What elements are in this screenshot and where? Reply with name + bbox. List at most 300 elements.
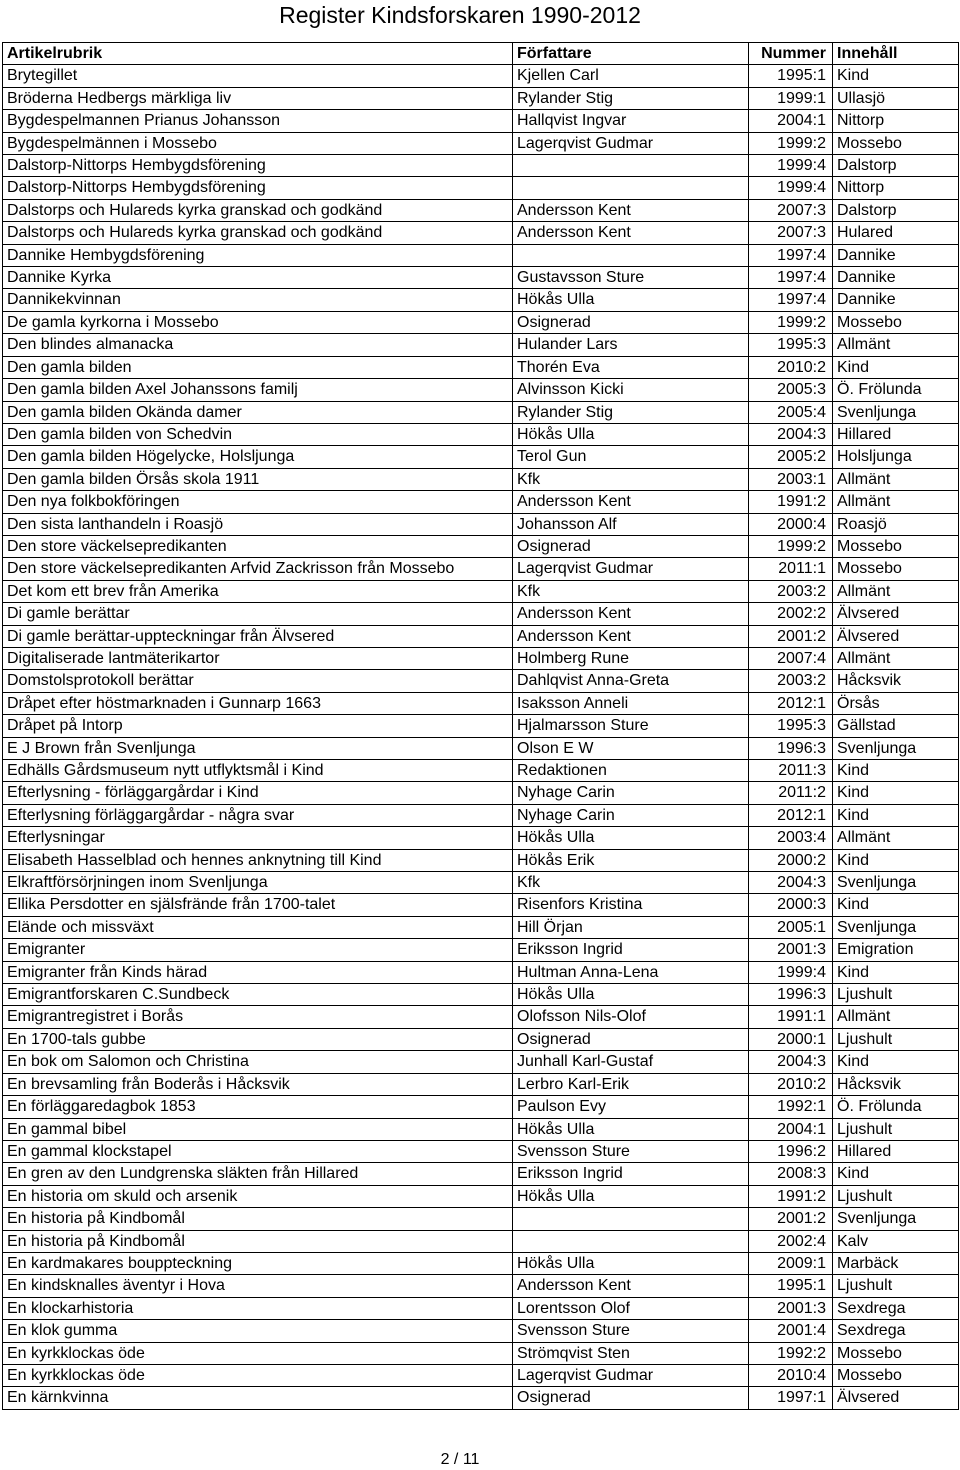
cell-innehall: Svenljunga: [833, 737, 959, 759]
cell-innehall: Mossebo: [833, 1342, 959, 1364]
cell-nummer: 2000:3: [749, 894, 833, 916]
cell-forfattare: Osignerad: [513, 311, 749, 333]
cell-forfattare: Osignerad: [513, 1387, 749, 1409]
table-row: [3, 558, 959, 580]
cell-artikelrubrik: Emigrantforskaren C.Sundbeck: [3, 984, 513, 1006]
cell-innehall: Älvsered: [833, 603, 959, 625]
cell-forfattare: Hulander Lars: [513, 334, 749, 356]
table-row: [3, 737, 959, 759]
cell-innehall: Allmänt: [833, 827, 959, 849]
cell-artikelrubrik: Dalstorps och Hulareds kyrka granskad och godkänd: [3, 222, 513, 244]
table-row: [3, 65, 959, 87]
table-row: [3, 1297, 959, 1319]
cell-artikelrubrik: Elkraftförsörjningen inom Svenljunga: [3, 872, 513, 894]
cell-forfattare: Andersson Kent: [513, 199, 749, 221]
cell-nummer: 2005:1: [749, 916, 833, 938]
cell-forfattare: Redaktionen: [513, 760, 749, 782]
cell-artikelrubrik: Den gamla bilden Axel Johanssons familj: [3, 379, 513, 401]
cell-forfattare: Thorén Eva: [513, 356, 749, 378]
cell-nummer: 2000:2: [749, 849, 833, 871]
header-forfattare: Författare: [513, 43, 749, 65]
cell-nummer: 2007:3: [749, 222, 833, 244]
cell-innehall: Sexdrega: [833, 1320, 959, 1342]
cell-nummer: 2000:1: [749, 1028, 833, 1050]
cell-innehall: Mossebo: [833, 132, 959, 154]
cell-innehall: Hillared: [833, 1140, 959, 1162]
cell-nummer: 1995:3: [749, 334, 833, 356]
table-row: [3, 894, 959, 916]
cell-forfattare: Andersson Kent: [513, 1275, 749, 1297]
cell-forfattare: Holmberg Rune: [513, 647, 749, 669]
cell-innehall: Älvsered: [833, 625, 959, 647]
cell-nummer: 2001:2: [749, 1208, 833, 1230]
cell-nummer: 1997:4: [749, 267, 833, 289]
cell-nummer: 2010:2: [749, 1073, 833, 1095]
cell-artikelrubrik: Emigranter från Kinds härad: [3, 961, 513, 983]
table-row: [3, 872, 959, 894]
page-title: Register Kindsforskaren 1990-2012: [279, 2, 641, 28]
cell-innehall: Ö. Frölunda: [833, 379, 959, 401]
cell-artikelrubrik: Bygdespelmannen Prianus Johansson: [3, 110, 513, 132]
cell-innehall: Kind: [833, 894, 959, 916]
cell-innehall: Älvsered: [833, 1387, 959, 1409]
header-artikelrubrik: Artikelrubrik: [3, 43, 513, 65]
cell-nummer: 1995:3: [749, 715, 833, 737]
cell-forfattare: Dahlqvist Anna-Greta: [513, 670, 749, 692]
cell-artikelrubrik: Ellika Persdotter en själsfrände från 1700-talet: [3, 894, 513, 916]
cell-artikelrubrik: Dalstorp-Nittorps Hembygdsförening: [3, 155, 513, 177]
table-row: [3, 782, 959, 804]
table-row: [3, 311, 959, 333]
table-row: [3, 513, 959, 535]
cell-artikelrubrik: Brytegillet: [3, 65, 513, 87]
cell-nummer: 2010:4: [749, 1364, 833, 1386]
table-row: [3, 603, 959, 625]
cell-nummer: 2004:1: [749, 110, 833, 132]
cell-innehall: Allmänt: [833, 491, 959, 513]
cell-artikelrubrik: Dannike Hembygdsförening: [3, 244, 513, 266]
cell-nummer: 2011:3: [749, 760, 833, 782]
table-row: [3, 1028, 959, 1050]
table-row: [3, 1006, 959, 1028]
cell-innehall: Kind: [833, 356, 959, 378]
cell-nummer: 1996:3: [749, 737, 833, 759]
cell-artikelrubrik: En historia på Kindbomål: [3, 1230, 513, 1252]
table-row: [3, 1051, 959, 1073]
page-number: 2 / 11: [440, 1451, 480, 1468]
cell-artikelrubrik: Den gamla bilden von Schedvin: [3, 423, 513, 445]
cell-forfattare: Hill Örjan: [513, 916, 749, 938]
cell-innehall: Emigration: [833, 939, 959, 961]
cell-forfattare: Strömqvist Sten: [513, 1342, 749, 1364]
cell-nummer: 2011:2: [749, 782, 833, 804]
cell-innehall: Ljushult: [833, 984, 959, 1006]
table-row: [3, 984, 959, 1006]
table-row: [3, 715, 959, 737]
cell-forfattare: Alvinsson Kicki: [513, 379, 749, 401]
cell-forfattare: Osignerad: [513, 535, 749, 557]
cell-artikelrubrik: Dalstorps och Hulareds kyrka granskad och godkänd: [3, 199, 513, 221]
table-row: [3, 222, 959, 244]
cell-nummer: 2003:4: [749, 827, 833, 849]
cell-nummer: 2007:4: [749, 647, 833, 669]
cell-nummer: 2004:3: [749, 872, 833, 894]
table-row: [3, 1073, 959, 1095]
cell-innehall: Dalstorp: [833, 199, 959, 221]
header-nummer: Nummer: [749, 43, 833, 65]
cell-innehall: Mossebo: [833, 558, 959, 580]
cell-nummer: 2011:1: [749, 558, 833, 580]
cell-artikelrubrik: En kyrkklockas öde: [3, 1364, 513, 1386]
cell-innehall: Sexdrega: [833, 1297, 959, 1319]
cell-artikelrubrik: Det kom ett brev från Amerika: [3, 580, 513, 602]
table-row: [3, 289, 959, 311]
cell-forfattare: [513, 1230, 749, 1252]
cell-innehall: Örsås: [833, 692, 959, 714]
cell-artikelrubrik: En bok om Salomon och Christina: [3, 1051, 513, 1073]
cell-innehall: Ljushult: [833, 1275, 959, 1297]
cell-forfattare: Eriksson Ingrid: [513, 939, 749, 961]
cell-artikelrubrik: Den gamla bilden Okända damer: [3, 401, 513, 423]
cell-innehall: Hulared: [833, 222, 959, 244]
cell-forfattare: Lorentsson Olof: [513, 1297, 749, 1319]
cell-nummer: 2003:2: [749, 670, 833, 692]
cell-forfattare: Lagerqvist Gudmar: [513, 558, 749, 580]
cell-artikelrubrik: Den store väckelsepredikanten: [3, 535, 513, 557]
table-row: [3, 1320, 959, 1342]
cell-nummer: 1999:4: [749, 961, 833, 983]
cell-nummer: 1991:2: [749, 491, 833, 513]
cell-nummer: 2002:4: [749, 1230, 833, 1252]
cell-innehall: Ljushult: [833, 1185, 959, 1207]
table-row: [3, 446, 959, 468]
cell-innehall: Roasjö: [833, 513, 959, 535]
cell-artikelrubrik: Den nya folkbokföringen: [3, 491, 513, 513]
cell-forfattare: Kfk: [513, 468, 749, 490]
cell-nummer: 2004:1: [749, 1118, 833, 1140]
table-row: [3, 1118, 959, 1140]
cell-innehall: Mossebo: [833, 535, 959, 557]
cell-artikelrubrik: Edhälls Gårdsmuseum nytt utflyktsmål i Kind: [3, 760, 513, 782]
cell-nummer: 2009:1: [749, 1252, 833, 1274]
table-row: [3, 1364, 959, 1386]
table-row: [3, 916, 959, 938]
cell-forfattare: Risenfors Kristina: [513, 894, 749, 916]
cell-artikelrubrik: De gamla kyrkorna i Mossebo: [3, 311, 513, 333]
table-row: [3, 692, 959, 714]
cell-artikelrubrik: En kyrkklockas öde: [3, 1342, 513, 1364]
table-row: [3, 804, 959, 826]
table-row: [3, 401, 959, 423]
cell-forfattare: Olofsson Nils-Olof: [513, 1006, 749, 1028]
cell-innehall: Kind: [833, 782, 959, 804]
cell-forfattare: Svensson Sture: [513, 1140, 749, 1162]
cell-forfattare: Andersson Kent: [513, 625, 749, 647]
cell-nummer: 1999:2: [749, 311, 833, 333]
cell-innehall: Dannike: [833, 244, 959, 266]
cell-forfattare: [513, 244, 749, 266]
cell-innehall: Svenljunga: [833, 872, 959, 894]
cell-forfattare: Kfk: [513, 872, 749, 894]
table-row: [3, 1230, 959, 1252]
cell-innehall: Kind: [833, 65, 959, 87]
cell-forfattare: [513, 1208, 749, 1230]
cell-forfattare: [513, 177, 749, 199]
cell-innehall: Ö. Frölunda: [833, 1096, 959, 1118]
cell-artikelrubrik: Bröderna Hedbergs märkliga liv: [3, 87, 513, 109]
cell-artikelrubrik: Di gamle berättar-uppteckningar från Älvsered: [3, 625, 513, 647]
cell-nummer: 1991:2: [749, 1185, 833, 1207]
cell-nummer: 2005:2: [749, 446, 833, 468]
cell-nummer: 2008:3: [749, 1163, 833, 1185]
cell-artikelrubrik: Bygdespelmännen i Mossebo: [3, 132, 513, 154]
cell-artikelrubrik: Emigrantregistret i Borås: [3, 1006, 513, 1028]
cell-artikelrubrik: En förläggaredagbok 1853: [3, 1096, 513, 1118]
table-row: [3, 670, 959, 692]
cell-artikelrubrik: Den blindes almanacka: [3, 334, 513, 356]
cell-forfattare: Osignerad: [513, 1028, 749, 1050]
cell-forfattare: Svensson Sture: [513, 1320, 749, 1342]
cell-artikelrubrik: En brevsamling från Boderås i Håcksvik: [3, 1073, 513, 1095]
cell-innehall: Svenljunga: [833, 401, 959, 423]
cell-forfattare: Lerbro Karl-Erik: [513, 1073, 749, 1095]
cell-artikelrubrik: En gren av den Lundgrenska släkten från Hillared: [3, 1163, 513, 1185]
cell-nummer: 1999:2: [749, 535, 833, 557]
cell-forfattare: Hökås Ulla: [513, 984, 749, 1006]
table-row: [3, 580, 959, 602]
header-innehall: Innehåll: [833, 43, 959, 65]
cell-innehall: Mossebo: [833, 311, 959, 333]
table-row: [3, 760, 959, 782]
cell-forfattare: Isaksson Anneli: [513, 692, 749, 714]
cell-innehall: Marbäck: [833, 1252, 959, 1274]
cell-nummer: 2004:3: [749, 423, 833, 445]
cell-artikelrubrik: Di gamle berättar: [3, 603, 513, 625]
cell-innehall: Kind: [833, 760, 959, 782]
register-table: [2, 42, 959, 1410]
cell-artikelrubrik: En historia på Kindbomål: [3, 1208, 513, 1230]
table-row: [3, 267, 959, 289]
cell-innehall: Kind: [833, 804, 959, 826]
cell-forfattare: Andersson Kent: [513, 222, 749, 244]
cell-artikelrubrik: Den gamla bilden Högelycke, Holsljunga: [3, 446, 513, 468]
cell-innehall: Kind: [833, 961, 959, 983]
cell-innehall: Svenljunga: [833, 916, 959, 938]
cell-forfattare: Gustavsson Sture: [513, 267, 749, 289]
cell-innehall: Hillared: [833, 423, 959, 445]
cell-innehall: Kalv: [833, 1230, 959, 1252]
cell-nummer: 1999:1: [749, 87, 833, 109]
cell-innehall: Holsljunga: [833, 446, 959, 468]
cell-forfattare: Hallqvist Ingvar: [513, 110, 749, 132]
cell-innehall: Ljushult: [833, 1118, 959, 1140]
cell-nummer: 2012:1: [749, 804, 833, 826]
cell-forfattare: Hjalmarsson Sture: [513, 715, 749, 737]
table-row: [3, 244, 959, 266]
cell-nummer: 1996:3: [749, 984, 833, 1006]
cell-innehall: Allmänt: [833, 1006, 959, 1028]
table-row: [3, 1140, 959, 1162]
cell-innehall: Kind: [833, 1163, 959, 1185]
cell-forfattare: Andersson Kent: [513, 491, 749, 513]
table-row: [3, 379, 959, 401]
cell-artikelrubrik: Dannike Kyrka: [3, 267, 513, 289]
cell-forfattare: [513, 155, 749, 177]
cell-forfattare: Hökås Ulla: [513, 289, 749, 311]
cell-forfattare: Lagerqvist Gudmar: [513, 132, 749, 154]
table-row: [3, 110, 959, 132]
cell-forfattare: Olson E W: [513, 737, 749, 759]
cell-forfattare: Kjellen Carl: [513, 65, 749, 87]
table-row: [3, 1342, 959, 1364]
table-row: [3, 199, 959, 221]
cell-innehall: Allmänt: [833, 580, 959, 602]
cell-artikelrubrik: En 1700-tals gubbe: [3, 1028, 513, 1050]
cell-nummer: 1997:1: [749, 1387, 833, 1409]
cell-innehall: Allmänt: [833, 647, 959, 669]
table-row: [3, 625, 959, 647]
cell-nummer: 2005:3: [749, 379, 833, 401]
cell-artikelrubrik: Dannikekvinnan: [3, 289, 513, 311]
cell-artikelrubrik: Dråpet på Intorp: [3, 715, 513, 737]
cell-innehall: Nittorp: [833, 110, 959, 132]
cell-forfattare: Hökås Ulla: [513, 423, 749, 445]
table-row: [3, 87, 959, 109]
cell-artikelrubrik: En gammal bibel: [3, 1118, 513, 1140]
cell-innehall: Svenljunga: [833, 1208, 959, 1230]
cell-forfattare: Hökås Erik: [513, 849, 749, 871]
cell-nummer: 2007:3: [749, 199, 833, 221]
cell-forfattare: Kfk: [513, 580, 749, 602]
cell-innehall: Nittorp: [833, 177, 959, 199]
cell-forfattare: Eriksson Ingrid: [513, 1163, 749, 1185]
cell-forfattare: Rylander Stig: [513, 401, 749, 423]
cell-forfattare: Nyhage Carin: [513, 782, 749, 804]
cell-nummer: 2005:4: [749, 401, 833, 423]
cell-nummer: 1999:4: [749, 177, 833, 199]
cell-nummer: 2012:1: [749, 692, 833, 714]
cell-artikelrubrik: En klockarhistoria: [3, 1297, 513, 1319]
cell-forfattare: Hökås Ulla: [513, 827, 749, 849]
cell-innehall: Kind: [833, 1051, 959, 1073]
cell-artikelrubrik: En kardmakares bouppteckning: [3, 1252, 513, 1274]
cell-innehall: Gällstad: [833, 715, 959, 737]
cell-nummer: 1996:2: [749, 1140, 833, 1162]
table-row: [3, 849, 959, 871]
table-row: [3, 1275, 959, 1297]
cell-artikelrubrik: En historia om skuld och arsenik: [3, 1185, 513, 1207]
cell-artikelrubrik: E J Brown från Svenljunga: [3, 737, 513, 759]
cell-nummer: 1995:1: [749, 1275, 833, 1297]
cell-nummer: 1997:4: [749, 289, 833, 311]
cell-artikelrubrik: Elände och missväxt: [3, 916, 513, 938]
cell-nummer: 1991:1: [749, 1006, 833, 1028]
cell-artikelrubrik: Den store väckelsepredikanten Arfvid Zackrisson från Mossebo: [3, 558, 513, 580]
cell-nummer: 2001:4: [749, 1320, 833, 1342]
cell-nummer: 1999:4: [749, 155, 833, 177]
cell-nummer: 2003:2: [749, 580, 833, 602]
cell-forfattare: Lagerqvist Gudmar: [513, 1364, 749, 1386]
cell-nummer: 2001:2: [749, 625, 833, 647]
cell-artikelrubrik: Dråpet efter höstmarknaden i Gunnarp 1663: [3, 692, 513, 714]
cell-innehall: Dalstorp: [833, 155, 959, 177]
cell-forfattare: Johansson Alf: [513, 513, 749, 535]
cell-artikelrubrik: Efterlysningar: [3, 827, 513, 849]
cell-innehall: Dannike: [833, 267, 959, 289]
cell-artikelrubrik: Den gamla bilden: [3, 356, 513, 378]
cell-artikelrubrik: Dalstorp-Nittorps Hembygdsförening: [3, 177, 513, 199]
cell-forfattare: Andersson Kent: [513, 603, 749, 625]
table-row: [3, 961, 959, 983]
cell-forfattare: Paulson Evy: [513, 1096, 749, 1118]
table-row: [3, 1096, 959, 1118]
cell-nummer: 1999:2: [749, 132, 833, 154]
cell-artikelrubrik: En kindsknalles äventyr i Hova: [3, 1275, 513, 1297]
cell-forfattare: Hökås Ulla: [513, 1118, 749, 1140]
table-row: [3, 827, 959, 849]
table-row: [3, 647, 959, 669]
table-row: [3, 177, 959, 199]
cell-nummer: 2002:2: [749, 603, 833, 625]
cell-nummer: 1992:1: [749, 1096, 833, 1118]
table-header-row: [3, 43, 959, 65]
cell-innehall: Ullasjö: [833, 87, 959, 109]
cell-artikelrubrik: Domstolsprotokoll berättar: [3, 670, 513, 692]
cell-forfattare: Terol Gun: [513, 446, 749, 468]
table-row: [3, 423, 959, 445]
table-row: [3, 334, 959, 356]
cell-forfattare: Junhall Karl-Gustaf: [513, 1051, 749, 1073]
cell-artikelrubrik: Den sista lanthandeln i Roasjö: [3, 513, 513, 535]
cell-nummer: 2003:1: [749, 468, 833, 490]
cell-innehall: Kind: [833, 849, 959, 871]
cell-artikelrubrik: Den gamla bilden Örsås skola 1911: [3, 468, 513, 490]
cell-nummer: 1995:1: [749, 65, 833, 87]
cell-forfattare: Rylander Stig: [513, 87, 749, 109]
cell-nummer: 2004:3: [749, 1051, 833, 1073]
cell-forfattare: Nyhage Carin: [513, 804, 749, 826]
cell-nummer: 1992:2: [749, 1342, 833, 1364]
table-row: [3, 155, 959, 177]
table-row: [3, 1208, 959, 1230]
cell-forfattare: Hökås Ulla: [513, 1252, 749, 1274]
cell-nummer: 2010:2: [749, 356, 833, 378]
cell-forfattare: Hökås Ulla: [513, 1185, 749, 1207]
cell-innehall: Håcksvik: [833, 1073, 959, 1095]
cell-innehall: Håcksvik: [833, 670, 959, 692]
cell-innehall: Dannike: [833, 289, 959, 311]
table-row: [3, 939, 959, 961]
cell-artikelrubrik: Efterlysning förläggargårdar - några svar: [3, 804, 513, 826]
table-row: [3, 1252, 959, 1274]
cell-nummer: 1997:4: [749, 244, 833, 266]
cell-nummer: 2000:4: [749, 513, 833, 535]
cell-artikelrubrik: Efterlysning - förläggargårdar i Kind: [3, 782, 513, 804]
cell-artikelrubrik: Elisabeth Hasselblad och hennes anknytning till Kind: [3, 849, 513, 871]
cell-forfattare: Hultman Anna-Lena: [513, 961, 749, 983]
cell-artikelrubrik: Emigranter: [3, 939, 513, 961]
table-row: [3, 1185, 959, 1207]
table-row: [3, 132, 959, 154]
cell-innehall: Allmänt: [833, 334, 959, 356]
table-row: [3, 1387, 959, 1409]
cell-innehall: Mossebo: [833, 1364, 959, 1386]
cell-nummer: 2001:3: [749, 1297, 833, 1319]
cell-nummer: 2001:3: [749, 939, 833, 961]
table-body: [3, 65, 959, 1409]
cell-artikelrubrik: En klok gumma: [3, 1320, 513, 1342]
cell-innehall: Ljushult: [833, 1028, 959, 1050]
